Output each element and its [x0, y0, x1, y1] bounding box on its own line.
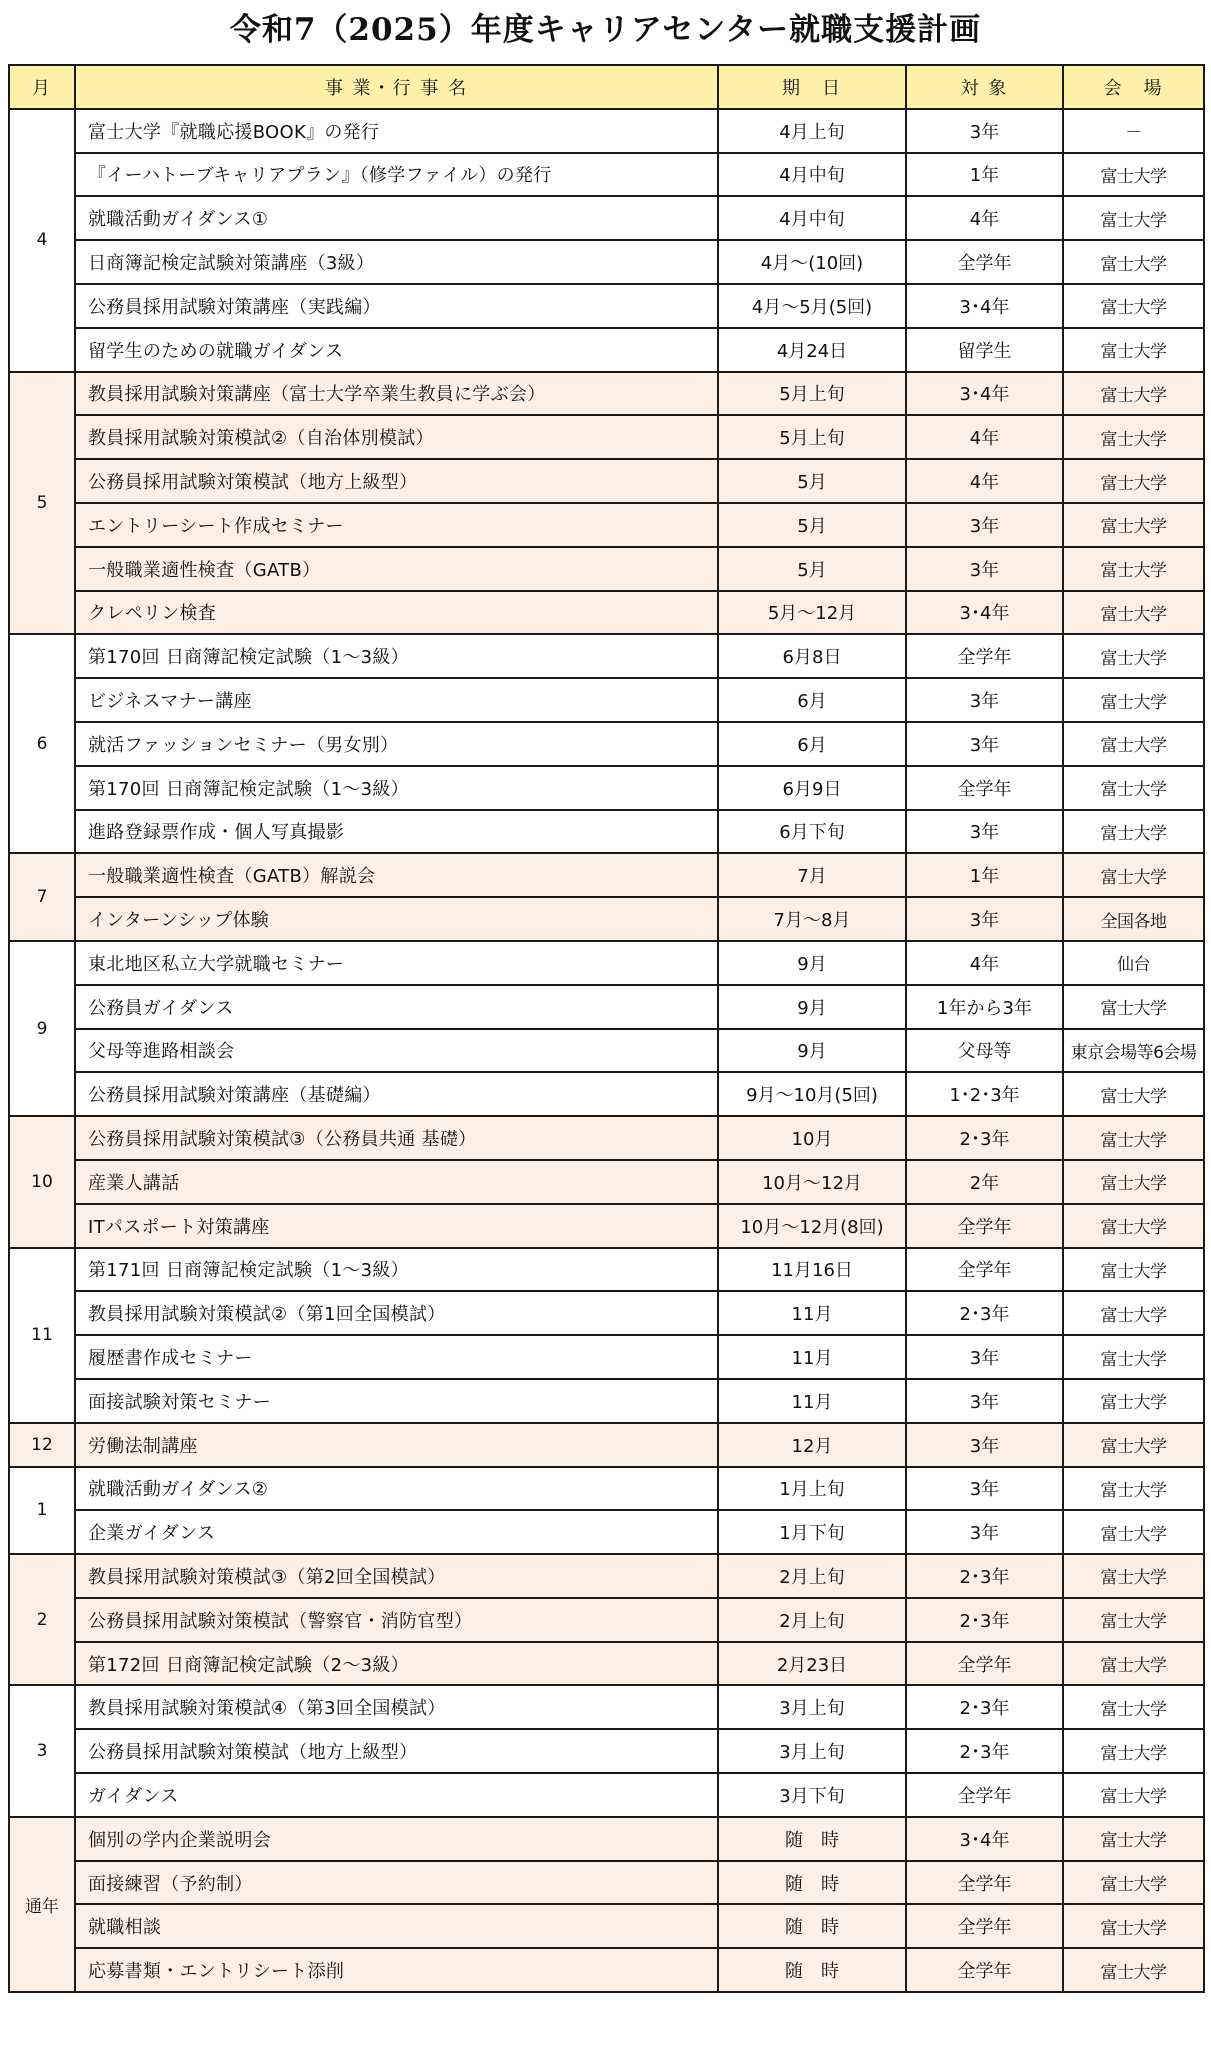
table-row	[9, 196, 1204, 240]
target-cell: 全学年	[906, 1904, 1063, 1948]
event-cell: 面接試験対策セミナー	[75, 1379, 718, 1423]
date-cell: 4月～5月(5回)	[718, 284, 906, 328]
month-cell: 9	[9, 941, 75, 1116]
target-cell: 2･3年	[906, 1116, 1063, 1160]
table-row	[9, 1904, 1204, 1948]
table-row	[9, 1467, 1204, 1511]
event-cell: 公務員採用試験対策模試（地方上級型）	[75, 459, 718, 503]
table-row	[9, 1510, 1204, 1554]
event-cell: 第170回 日商簿記検定試験（1～3級）	[75, 634, 718, 678]
target-cell: 全学年	[906, 1948, 1063, 1992]
support-plan-table	[8, 64, 1205, 1993]
date-cell: 2月23日	[718, 1642, 906, 1686]
venue-cell: 富士大学	[1063, 284, 1204, 328]
date-cell: 随 時	[718, 1948, 906, 1992]
date-cell: 6月9日	[718, 766, 906, 810]
date-cell: 3月上旬	[718, 1685, 906, 1729]
target-cell: 3年	[906, 722, 1063, 766]
event-cell: 労働法制講座	[75, 1423, 718, 1467]
event-cell: 『イーハトーブキャリアプラン』（修学ファイル）の発行	[75, 153, 718, 197]
table-row	[9, 1817, 1204, 1861]
target-cell: 4年	[906, 196, 1063, 240]
date-cell: 随 時	[718, 1904, 906, 1948]
venue-cell: 富士大学	[1063, 678, 1204, 722]
target-cell: 3年	[906, 678, 1063, 722]
venue-cell: 富士大学	[1063, 372, 1204, 416]
event-cell: 公務員採用試験対策講座（基礎編）	[75, 1072, 718, 1116]
target-cell: 全学年	[906, 1773, 1063, 1817]
event-cell: 第171回 日商簿記検定試験（1～3級）	[75, 1248, 718, 1292]
date-cell: 11月	[718, 1335, 906, 1379]
venue-cell: 富士大学	[1063, 1248, 1204, 1292]
table-row	[9, 1072, 1204, 1116]
date-cell: 7月	[718, 853, 906, 897]
target-cell: 3年	[906, 547, 1063, 591]
venue-cell: 東京会場等6会場	[1063, 1029, 1204, 1073]
event-cell: 教員採用試験対策模試②（自治体別模試）	[75, 415, 718, 459]
event-cell: 産業人講話	[75, 1160, 718, 1204]
date-cell: 6月	[718, 678, 906, 722]
venue-cell: 富士大学	[1063, 634, 1204, 678]
event-cell: 個別の学内企業説明会	[75, 1817, 718, 1861]
event-cell: クレペリン検査	[75, 591, 718, 635]
venue-cell: 仙台	[1063, 941, 1204, 985]
event-cell: 公務員採用試験対策模試（地方上級型）	[75, 1729, 718, 1773]
target-cell: 2･3年	[906, 1554, 1063, 1598]
target-cell: 3年	[906, 810, 1063, 854]
target-cell: 3年	[906, 1467, 1063, 1511]
header-target: 対 象	[906, 65, 1063, 109]
event-cell: 留学生のための就職ガイダンス	[75, 328, 718, 372]
date-cell: 5月	[718, 503, 906, 547]
date-cell: 5月～12月	[718, 591, 906, 635]
venue-cell: －	[1063, 109, 1204, 153]
venue-cell: 富士大学	[1063, 1554, 1204, 1598]
event-cell: 就職相談	[75, 1904, 718, 1948]
date-cell: 1月上旬	[718, 1467, 906, 1511]
event-cell: ビジネスマナー講座	[75, 678, 718, 722]
target-cell: 留学生	[906, 328, 1063, 372]
target-cell: 2･3年	[906, 1729, 1063, 1773]
target-cell: 3･4年	[906, 1817, 1063, 1861]
target-cell: 3年	[906, 109, 1063, 153]
target-cell: 全学年	[906, 1642, 1063, 1686]
date-cell: 5月上旬	[718, 372, 906, 416]
venue-cell: 富士大学	[1063, 1729, 1204, 1773]
date-cell: 2月上旬	[718, 1598, 906, 1642]
date-cell: 6月	[718, 722, 906, 766]
date-cell: 11月	[718, 1291, 906, 1335]
date-cell: 6月下旬	[718, 810, 906, 854]
month-cell: 通年	[9, 1817, 75, 1992]
table-row	[9, 1160, 1204, 1204]
month-cell: 4	[9, 109, 75, 372]
table-row	[9, 415, 1204, 459]
date-cell: 3月下旬	[718, 1773, 906, 1817]
event-cell: 就職活動ガイダンス①	[75, 196, 718, 240]
table-row	[9, 1379, 1204, 1423]
target-cell: 2･3年	[906, 1685, 1063, 1729]
event-cell: 第170回 日商簿記検定試験（1～3級）	[75, 766, 718, 810]
table-row	[9, 634, 1204, 678]
table-row	[9, 810, 1204, 854]
target-cell: 1･2･3年	[906, 1072, 1063, 1116]
target-cell: 1年	[906, 853, 1063, 897]
table-row	[9, 1554, 1204, 1598]
venue-cell: 富士大学	[1063, 1072, 1204, 1116]
event-cell: 教員採用試験対策模試②（第1回全国模試）	[75, 1291, 718, 1335]
table-row	[9, 109, 1204, 153]
venue-cell: 富士大学	[1063, 591, 1204, 635]
target-cell: 3年	[906, 1510, 1063, 1554]
target-cell: 1年から3年	[906, 985, 1063, 1029]
target-cell: 2･3年	[906, 1598, 1063, 1642]
target-cell: 全学年	[906, 1204, 1063, 1248]
target-cell: 3･4年	[906, 591, 1063, 635]
event-cell: 面接練習（予約制）	[75, 1861, 718, 1905]
table-row	[9, 328, 1204, 372]
table-row	[9, 1685, 1204, 1729]
target-cell: 全学年	[906, 1861, 1063, 1905]
event-cell: 進路登録票作成・個人写真撮影	[75, 810, 718, 854]
venue-cell: 富士大学	[1063, 153, 1204, 197]
venue-cell: 富士大学	[1063, 547, 1204, 591]
venue-cell: 富士大学	[1063, 1379, 1204, 1423]
date-cell: 9月	[718, 1029, 906, 1073]
date-cell: 6月8日	[718, 634, 906, 678]
venue-cell: 富士大学	[1063, 1773, 1204, 1817]
date-cell: 4月24日	[718, 328, 906, 372]
table-row	[9, 372, 1204, 416]
date-cell: 5月上旬	[718, 415, 906, 459]
table-row	[9, 1773, 1204, 1817]
event-cell: 公務員採用試験対策講座（実践編）	[75, 284, 718, 328]
table-row	[9, 1204, 1204, 1248]
table-row	[9, 284, 1204, 328]
target-cell: 3年	[906, 1335, 1063, 1379]
table-row	[9, 153, 1204, 197]
event-cell: 企業ガイダンス	[75, 1510, 718, 1554]
date-cell: 随 時	[718, 1817, 906, 1861]
table-row	[9, 1423, 1204, 1467]
table-row	[9, 766, 1204, 810]
date-cell: 4月上旬	[718, 109, 906, 153]
event-cell: インターンシップ体験	[75, 897, 718, 941]
venue-cell: 富士大学	[1063, 1510, 1204, 1554]
table-row	[9, 591, 1204, 635]
event-cell: エントリーシート作成セミナー	[75, 503, 718, 547]
date-cell: 11月	[718, 1379, 906, 1423]
venue-cell: 富士大学	[1063, 985, 1204, 1029]
month-cell: 12	[9, 1423, 75, 1467]
table-row	[9, 1335, 1204, 1379]
event-cell: 履歴書作成セミナー	[75, 1335, 718, 1379]
venue-cell: 富士大学	[1063, 196, 1204, 240]
event-cell: 一般職業適性検査（GATB）解説会	[75, 853, 718, 897]
header-event: 事 業・行 事 名	[75, 65, 718, 109]
month-cell: 3	[9, 1685, 75, 1816]
event-cell: ITパスポート対策講座	[75, 1204, 718, 1248]
target-cell: 3･4年	[906, 372, 1063, 416]
date-cell: 10月	[718, 1116, 906, 1160]
target-cell: 2･3年	[906, 1291, 1063, 1335]
venue-cell: 富士大学	[1063, 459, 1204, 503]
venue-cell: 富士大学	[1063, 722, 1204, 766]
header-month: 月	[9, 65, 75, 109]
venue-cell: 富士大学	[1063, 503, 1204, 547]
date-cell: 3月上旬	[718, 1729, 906, 1773]
month-cell: 10	[9, 1116, 75, 1247]
table-row	[9, 503, 1204, 547]
table-row	[9, 722, 1204, 766]
venue-cell: 富士大学	[1063, 1861, 1204, 1905]
target-cell: 全学年	[906, 1248, 1063, 1292]
table-row	[9, 985, 1204, 1029]
venue-cell: 富士大学	[1063, 1598, 1204, 1642]
target-cell: 3年	[906, 503, 1063, 547]
venue-cell: 富士大学	[1063, 328, 1204, 372]
venue-cell: 富士大学	[1063, 766, 1204, 810]
table-row	[9, 1598, 1204, 1642]
date-cell: 7月～8月	[718, 897, 906, 941]
page-title: 令和7（2025）年度キャリアセンター就職支援計画	[229, 12, 982, 48]
target-cell: 3年	[906, 1423, 1063, 1467]
event-cell: 日商簿記検定試験対策講座（3級）	[75, 240, 718, 284]
target-cell: 3･4年	[906, 284, 1063, 328]
table-row	[9, 459, 1204, 503]
month-cell: 2	[9, 1554, 75, 1685]
venue-cell: 富士大学	[1063, 1204, 1204, 1248]
event-cell: 応募書類・エントリシート添削	[75, 1948, 718, 1992]
venue-cell: 富士大学	[1063, 1642, 1204, 1686]
venue-cell: 富士大学	[1063, 240, 1204, 284]
date-cell: 随 時	[718, 1861, 906, 1905]
target-cell: 全学年	[906, 240, 1063, 284]
table-row	[9, 853, 1204, 897]
date-cell: 5月	[718, 547, 906, 591]
event-cell: 教員採用試験対策模試④（第3回全国模試）	[75, 1685, 718, 1729]
date-cell: 4月中旬	[718, 153, 906, 197]
table-row	[9, 941, 1204, 985]
date-cell: 4月中旬	[718, 196, 906, 240]
header-venue: 会 場	[1063, 65, 1204, 109]
table-row	[9, 1291, 1204, 1335]
month-cell: 5	[9, 372, 75, 635]
venue-cell: 富士大学	[1063, 415, 1204, 459]
date-cell: 10月～12月	[718, 1160, 906, 1204]
venue-cell: 富士大学	[1063, 853, 1204, 897]
venue-cell: 富士大学	[1063, 1685, 1204, 1729]
date-cell: 1月下旬	[718, 1510, 906, 1554]
event-cell: 公務員ガイダンス	[75, 985, 718, 1029]
date-cell: 9月～10月(5回)	[718, 1072, 906, 1116]
target-cell: 4年	[906, 941, 1063, 985]
target-cell: 父母等	[906, 1029, 1063, 1073]
target-cell: 3年	[906, 897, 1063, 941]
month-cell: 1	[9, 1467, 75, 1555]
date-cell: 12月	[718, 1423, 906, 1467]
event-cell: 就職活動ガイダンス②	[75, 1467, 718, 1511]
header-row	[9, 65, 1204, 109]
venue-cell: 富士大学	[1063, 1160, 1204, 1204]
event-cell: 父母等進路相談会	[75, 1029, 718, 1073]
table-row	[9, 678, 1204, 722]
date-cell: 9月	[718, 941, 906, 985]
event-cell: 東北地区私立大学就職セミナー	[75, 941, 718, 985]
event-cell: 富士大学『就職応援BOOK』の発行	[75, 109, 718, 153]
venue-cell: 富士大学	[1063, 1817, 1204, 1861]
venue-cell: 富士大学	[1063, 1335, 1204, 1379]
venue-cell: 富士大学	[1063, 1423, 1204, 1467]
table-body	[9, 109, 1204, 1992]
venue-cell: 富士大学	[1063, 1116, 1204, 1160]
table-row	[9, 240, 1204, 284]
event-cell: 就活ファッションセミナー（男女別）	[75, 722, 718, 766]
month-cell: 6	[9, 634, 75, 853]
venue-cell: 富士大学	[1063, 1291, 1204, 1335]
header-date: 期 日	[718, 65, 906, 109]
month-cell: 11	[9, 1248, 75, 1423]
table-row	[9, 547, 1204, 591]
event-cell: 教員採用試験対策模試③（第2回全国模試）	[75, 1554, 718, 1598]
table-row	[9, 1729, 1204, 1773]
date-cell: 9月	[718, 985, 906, 1029]
target-cell: 4年	[906, 415, 1063, 459]
target-cell: 全学年	[906, 766, 1063, 810]
table-row	[9, 1116, 1204, 1160]
month-cell: 7	[9, 853, 75, 941]
target-cell: 全学年	[906, 634, 1063, 678]
event-cell: 公務員採用試験対策模試（警察官・消防官型）	[75, 1598, 718, 1642]
table-row	[9, 1861, 1204, 1905]
date-cell: 11月16日	[718, 1248, 906, 1292]
event-cell: 一般職業適性検査（GATB）	[75, 547, 718, 591]
date-cell: 10月～12月(8回)	[718, 1204, 906, 1248]
target-cell: 1年	[906, 153, 1063, 197]
date-cell: 4月～(10回)	[718, 240, 906, 284]
venue-cell: 全国各地	[1063, 897, 1204, 941]
table-row	[9, 1029, 1204, 1073]
date-cell: 2月上旬	[718, 1554, 906, 1598]
event-cell: ガイダンス	[75, 1773, 718, 1817]
event-cell: 教員採用試験対策講座（富士大学卒業生教員に学ぶ会）	[75, 372, 718, 416]
venue-cell: 富士大学	[1063, 1948, 1204, 1992]
venue-cell: 富士大学	[1063, 1467, 1204, 1511]
event-cell: 公務員採用試験対策模試③（公務員共通 基礎）	[75, 1116, 718, 1160]
venue-cell: 富士大学	[1063, 1904, 1204, 1948]
target-cell: 3年	[906, 1379, 1063, 1423]
table-row	[9, 1948, 1204, 1992]
target-cell: 2年	[906, 1160, 1063, 1204]
table-row	[9, 897, 1204, 941]
table-row	[9, 1248, 1204, 1292]
target-cell: 4年	[906, 459, 1063, 503]
table-row	[9, 1642, 1204, 1686]
date-cell: 5月	[718, 459, 906, 503]
event-cell: 第172回 日商簿記検定試験（2～3級）	[75, 1642, 718, 1686]
venue-cell: 富士大学	[1063, 810, 1204, 854]
